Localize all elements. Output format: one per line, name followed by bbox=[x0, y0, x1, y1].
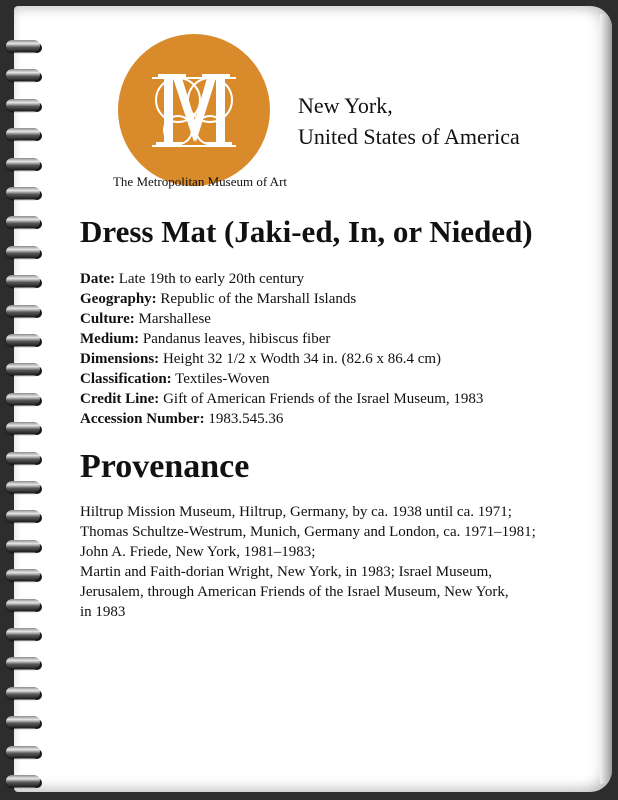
binding-ring bbox=[6, 450, 50, 466]
binding-ring bbox=[6, 244, 50, 260]
provenance-line: John A. Friede, New York, 1981–1983; bbox=[80, 544, 316, 560]
binding-ring bbox=[6, 126, 50, 142]
binding-loop bbox=[6, 246, 40, 258]
binding-ring bbox=[6, 685, 50, 701]
binding-ring bbox=[6, 744, 50, 760]
binding-loop bbox=[6, 69, 40, 81]
binding-loop bbox=[6, 99, 40, 111]
detail-value: Gift of American Friends of the Israel Museum, 1983 bbox=[163, 391, 484, 407]
detail-value: Republic of the Marshall Islands bbox=[160, 291, 357, 307]
detail-value: Pandanus leaves, hibiscus fiber bbox=[142, 331, 331, 347]
provenance-line: in 1983 bbox=[80, 604, 126, 620]
detail-label: Medium: bbox=[80, 331, 140, 347]
binding-ring bbox=[6, 655, 50, 671]
binding-ring bbox=[6, 67, 50, 83]
binding-loop bbox=[6, 569, 40, 581]
binding-loop bbox=[6, 716, 40, 728]
binding-ring bbox=[6, 567, 50, 583]
detail-row-culture bbox=[80, 309, 483, 329]
binding-ring bbox=[6, 273, 50, 289]
page-edge bbox=[600, 14, 612, 784]
binding-ring bbox=[6, 38, 50, 54]
provenance-line: Thomas Schultze-Westrum, Munich, Germany and London, ca. 1971–1981; bbox=[80, 524, 536, 540]
binding-ring bbox=[6, 97, 50, 113]
detail-label: Date: bbox=[80, 271, 115, 287]
detail-label: Credit Line: bbox=[80, 391, 160, 407]
artwork-title: Dress Mat (Jaki-ed, In, or Nieded) bbox=[80, 214, 533, 249]
detail-value: Late 19th to early 20th century bbox=[118, 271, 305, 287]
binding-loop bbox=[6, 628, 40, 640]
met-logo-icon bbox=[118, 34, 270, 186]
detail-value: 1983.545.36 bbox=[208, 411, 284, 427]
provenance-text bbox=[80, 502, 536, 622]
detail-label: Dimensions: bbox=[80, 351, 160, 367]
binding-loop bbox=[6, 128, 40, 140]
binding-loop bbox=[6, 540, 40, 552]
provenance-heading: Provenance bbox=[80, 448, 250, 485]
binding-loop bbox=[6, 393, 40, 405]
binding-loop bbox=[6, 657, 40, 669]
binding-loop bbox=[6, 510, 40, 522]
binding-loop bbox=[6, 305, 40, 317]
binding-loop bbox=[6, 746, 40, 758]
binding-ring bbox=[6, 361, 50, 377]
detail-row-credit-line bbox=[80, 389, 483, 409]
binding-ring bbox=[6, 391, 50, 407]
detail-value: Height 32 1/2 x Wodth 34 in. (82.6 x 86.4 cm) bbox=[162, 351, 442, 367]
binding-loop bbox=[6, 40, 40, 52]
met-monogram-icon bbox=[118, 34, 270, 186]
detail-value: Textiles-Woven bbox=[175, 371, 270, 387]
location-country: United States of America bbox=[298, 124, 520, 149]
binding-ring bbox=[6, 214, 50, 230]
provenance-line: Jerusalem, through American Friends of the Israel Museum, New York, bbox=[80, 584, 509, 600]
detail-row-geography bbox=[80, 289, 483, 309]
binding-ring bbox=[6, 332, 50, 348]
provenance-line: Martin and Faith-dorian Wright, New York, in 1983; Israel Museum, bbox=[80, 564, 492, 580]
binding-loop bbox=[6, 775, 40, 787]
binding-loop bbox=[6, 687, 40, 699]
location-city: New York, bbox=[298, 93, 393, 118]
binding-ring bbox=[6, 479, 50, 495]
binding-ring bbox=[6, 185, 50, 201]
detail-label: Geography: bbox=[80, 291, 157, 307]
binding-loop bbox=[6, 363, 40, 375]
binding-ring bbox=[6, 597, 50, 613]
detail-label: Classification: bbox=[80, 371, 172, 387]
detail-label: Culture: bbox=[80, 311, 135, 327]
provenance-line: Hiltrup Mission Museum, Hiltrup, Germany, by ca. 1938 until ca. 1971; bbox=[80, 504, 512, 520]
binding-ring bbox=[6, 508, 50, 524]
detail-row-dimensions bbox=[80, 349, 483, 369]
binding-loop bbox=[6, 599, 40, 611]
detail-row-classification bbox=[80, 369, 483, 389]
binding-ring bbox=[6, 773, 50, 789]
binding-ring bbox=[6, 714, 50, 730]
detail-row-medium bbox=[80, 329, 483, 349]
binding-loop bbox=[6, 422, 40, 434]
binding-ring bbox=[6, 420, 50, 436]
binding-loop bbox=[6, 481, 40, 493]
detail-label: Accession Number: bbox=[80, 411, 205, 427]
binding-ring bbox=[6, 156, 50, 172]
binding-ring bbox=[6, 538, 50, 554]
spiral-binding-icon bbox=[0, 0, 60, 800]
detail-value: Marshallese bbox=[138, 311, 211, 327]
binding-loop bbox=[6, 158, 40, 170]
detail-row-date bbox=[80, 269, 483, 289]
location bbox=[298, 90, 520, 152]
binding-loop bbox=[6, 187, 40, 199]
artwork-details bbox=[80, 269, 483, 429]
binding-ring bbox=[6, 303, 50, 319]
binding-loop bbox=[6, 334, 40, 346]
detail-row-accession-number bbox=[80, 409, 483, 429]
binding-ring bbox=[6, 626, 50, 642]
binding-loop bbox=[6, 275, 40, 287]
museum-name: The Metropolitan Museum of Art bbox=[112, 174, 288, 189]
binding-loop bbox=[6, 216, 40, 228]
binding-loop bbox=[6, 452, 40, 464]
